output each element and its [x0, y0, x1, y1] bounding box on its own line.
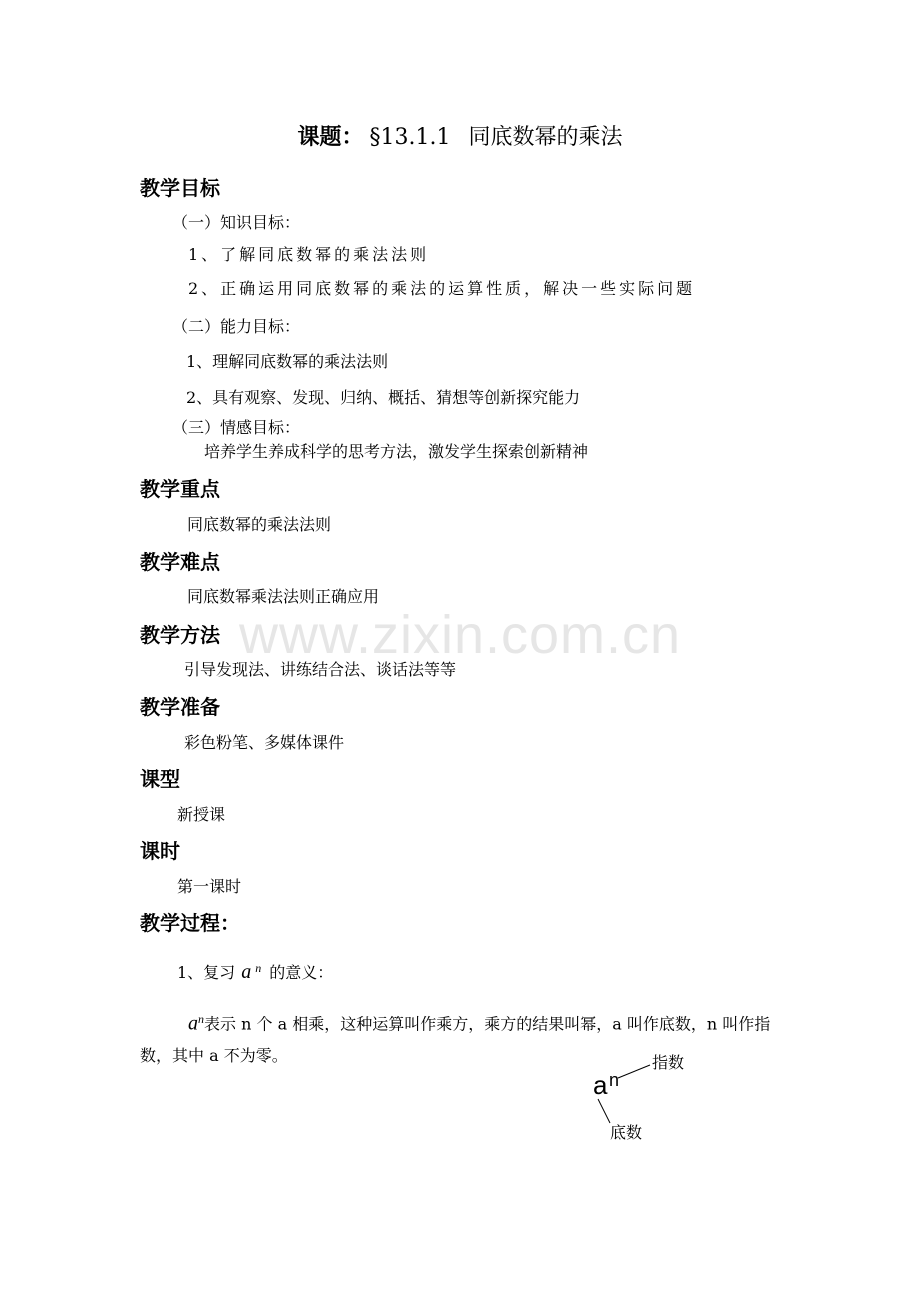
emotion-objectives-label: （三）情感目标： [172, 418, 301, 437]
title-topic: 同底数幂的乘法 [468, 125, 623, 150]
heading-method: 教学方法 [140, 623, 220, 647]
knowledge-objective-item: 1、了解同底数幂的乘法法则 [188, 245, 430, 264]
knowledge-objectives-label: （一）知识目标： [172, 213, 301, 232]
review-base: a [241, 961, 252, 983]
heading-objectives: 教学目标 [140, 176, 220, 200]
ability-objective-item: 1、理解同底数幂的乘法法则 [186, 352, 389, 371]
exponent-diagram [592, 1040, 702, 1150]
review-prefix: 1、复习 [177, 963, 236, 982]
diagram-base: a [593, 1070, 608, 1100]
difficulty-text: 同底数幂乘法法则正确应用 [187, 587, 380, 606]
key-point-text: 同底数幂的乘法法则 [187, 515, 332, 534]
preparation-text: 彩色粉笔、多媒体课件 [184, 733, 345, 752]
method-text: 引导发现法、讲练结合法、谈话法等等 [184, 660, 457, 679]
title-label: 课题： [297, 125, 364, 150]
title-section-number: §13.1.1 [369, 125, 451, 150]
explanation-text: 表示 n 个 a 相乘，这种运算叫作乘方，乘方的结果叫幂，a 叫作底数，n 叫作指数，其中 a 不为零。 [140, 1014, 771, 1066]
watermark: www.zixin.com.cn [238, 605, 682, 665]
review-suffix: 的意义： [269, 963, 334, 982]
periods-text: 第一课时 [177, 877, 242, 896]
emotion-objective-item: 培养学生养成科学的思考方法，激发学生探索创新精神 [204, 442, 589, 461]
base-leader-line [598, 1099, 610, 1123]
explanation-exponent: n [198, 1012, 204, 1026]
heading-process: 教学过程： [140, 911, 240, 935]
review-exponent: n [255, 960, 262, 975]
ability-objective-item: 2、具有观察、发现、归纳、概括、猜想等创新探究能力 [186, 388, 581, 407]
heading-periods: 课时 [140, 839, 180, 863]
review-line [177, 960, 333, 984]
exponent-label: 指数 [652, 1053, 685, 1072]
lesson-type-text: 新授课 [177, 805, 226, 824]
diagram-exponent: n [609, 1070, 620, 1090]
heading-lesson-type: 课型 [140, 767, 180, 791]
heading-key-point: 教学重点 [140, 477, 220, 501]
page-title [0, 120, 920, 151]
ability-objectives-label: （二）能力目标： [172, 317, 301, 336]
explanation-base: a [188, 1012, 198, 1035]
base-label: 底数 [610, 1123, 643, 1142]
heading-preparation: 教学准备 [140, 695, 220, 719]
heading-difficulty: 教学难点 [140, 550, 220, 574]
knowledge-objective-item: 2、正确运用同底数幂的乘法的运算性质，解决一些实际问题 [188, 279, 696, 298]
exponent-leader-line [618, 1065, 650, 1078]
leader-lines [592, 1040, 702, 1150]
